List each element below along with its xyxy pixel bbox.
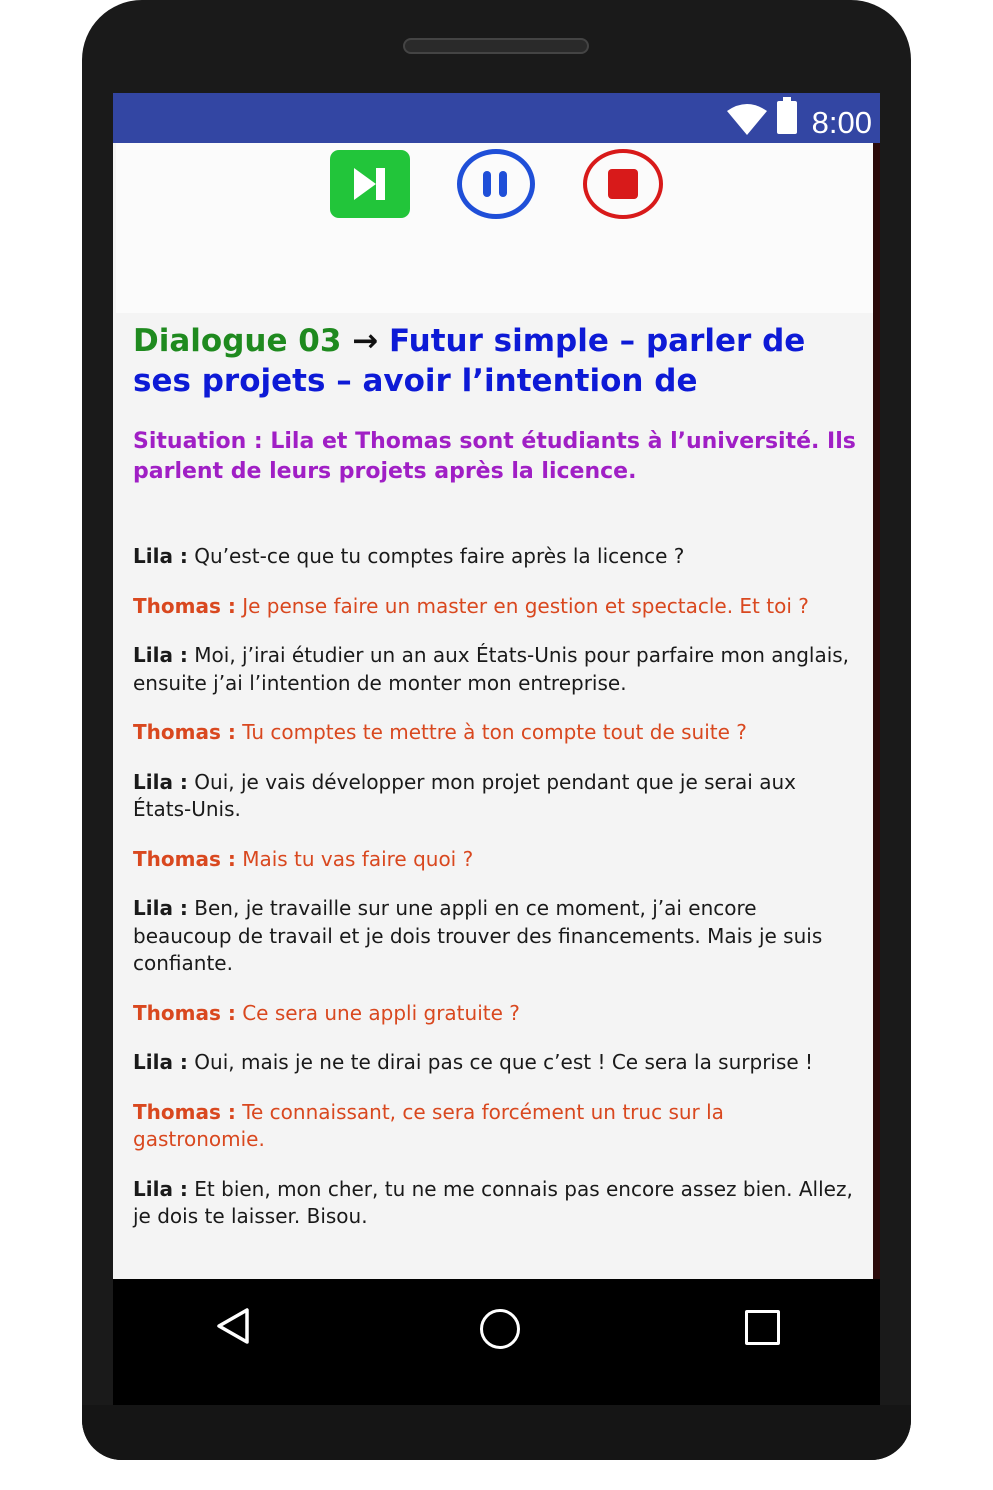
speaker-name: Lila : — [133, 1176, 188, 1201]
line-text: Je pense faire un master en gestion et spectacle. Et toi ? — [242, 593, 809, 618]
battery-icon — [777, 101, 797, 134]
skip-next-icon — [330, 150, 410, 218]
status-bar — [113, 93, 880, 143]
back-icon[interactable] — [215, 1307, 251, 1345]
situation-text: Situation : Lila et Thomas sont étudiants à l’université. Ils parlent de leurs projets après la licence. — [133, 429, 856, 484]
dialogue-line — [133, 1049, 858, 1077]
dialogue-lines — [133, 543, 858, 1231]
home-icon[interactable] — [480, 1309, 520, 1349]
dialogue-line — [133, 593, 858, 621]
phone-chin — [82, 1405, 911, 1460]
dialogue-content — [133, 321, 858, 1253]
speaker-name: Thomas : — [133, 720, 236, 744]
dialogue-line — [133, 895, 858, 978]
speaker-name: Thomas : — [133, 1099, 236, 1124]
dialogue-title — [133, 321, 858, 401]
dialogue-line — [133, 769, 858, 824]
speaker-name: Lila : — [133, 1050, 188, 1074]
line-text: Oui, je vais développer mon projet pendant que je serai aux États-Unis. — [133, 769, 796, 821]
speaker-name: Thomas : — [133, 846, 236, 871]
pause-button[interactable] — [457, 149, 535, 219]
navigation-bar — [113, 1279, 880, 1405]
screen — [113, 93, 880, 1279]
skip-next-button[interactable] — [330, 150, 410, 218]
dialogue-line — [133, 1176, 858, 1231]
line-text: Te connaissant, ce sera forcément un truc sur la gastronomie. — [133, 1099, 724, 1151]
recent-apps-icon[interactable] — [745, 1310, 780, 1345]
player-toolbar — [116, 143, 873, 313]
line-text: Ben, je travaille sur une appli en ce moment, j’ai encore beaucoup de travail et je dois trouver des financements. Mais je suis confiante. — [133, 896, 823, 975]
pause-icon — [462, 154, 530, 214]
line-text: Ce sera une appli gratuite ? — [242, 1000, 520, 1025]
stop-button[interactable] — [583, 149, 663, 219]
line-text: Oui, mais je ne te dirai pas ce que c’est ! Ce sera la surprise ! — [194, 1050, 814, 1074]
dialogue-line — [133, 1000, 858, 1028]
content-area[interactable] — [113, 143, 880, 1279]
line-text: Qu’est-ce que tu comptes faire après la licence ? — [194, 544, 685, 568]
speaker-name: Lila : — [133, 769, 188, 794]
dialogue-line — [133, 719, 858, 747]
dialogue-number: Dialogue 03 — [133, 323, 342, 359]
speaker-name: Lila : — [133, 544, 188, 568]
line-text: Tu comptes te mettre à ton compte tout de suite ? — [242, 720, 747, 744]
stop-icon — [587, 153, 659, 215]
speaker-name: Lila : — [133, 643, 188, 667]
dialogue-line — [133, 642, 858, 697]
speaker-name: Thomas : — [133, 593, 236, 618]
speaker-name: Lila : — [133, 896, 188, 920]
dialogue-line — [133, 543, 858, 571]
arrow-icon: → — [352, 323, 379, 359]
dialogue-line — [133, 1099, 858, 1154]
scrollbar-track[interactable] — [873, 143, 880, 1279]
status-time: 8:00 — [811, 105, 872, 140]
wifi-icon — [727, 103, 767, 135]
speaker-grille — [403, 38, 589, 54]
line-text: Et bien, mon cher, tu ne me connais pas encore assez bien. Allez, je dois te laisser. Bisou. — [133, 1176, 853, 1228]
line-text: Mais tu vas faire quoi ? — [242, 846, 474, 871]
speaker-name: Thomas : — [133, 1000, 236, 1025]
line-text: Moi, j’irai étudier un an aux États-Unis pour parfaire mon anglais, ensuite j’ai l’intention de monter mon entreprise. — [133, 643, 850, 695]
dialogue-topic: Futur simple – parler de ses projets – avoir l’intention de — [133, 323, 806, 399]
dialogue-line — [133, 846, 858, 874]
